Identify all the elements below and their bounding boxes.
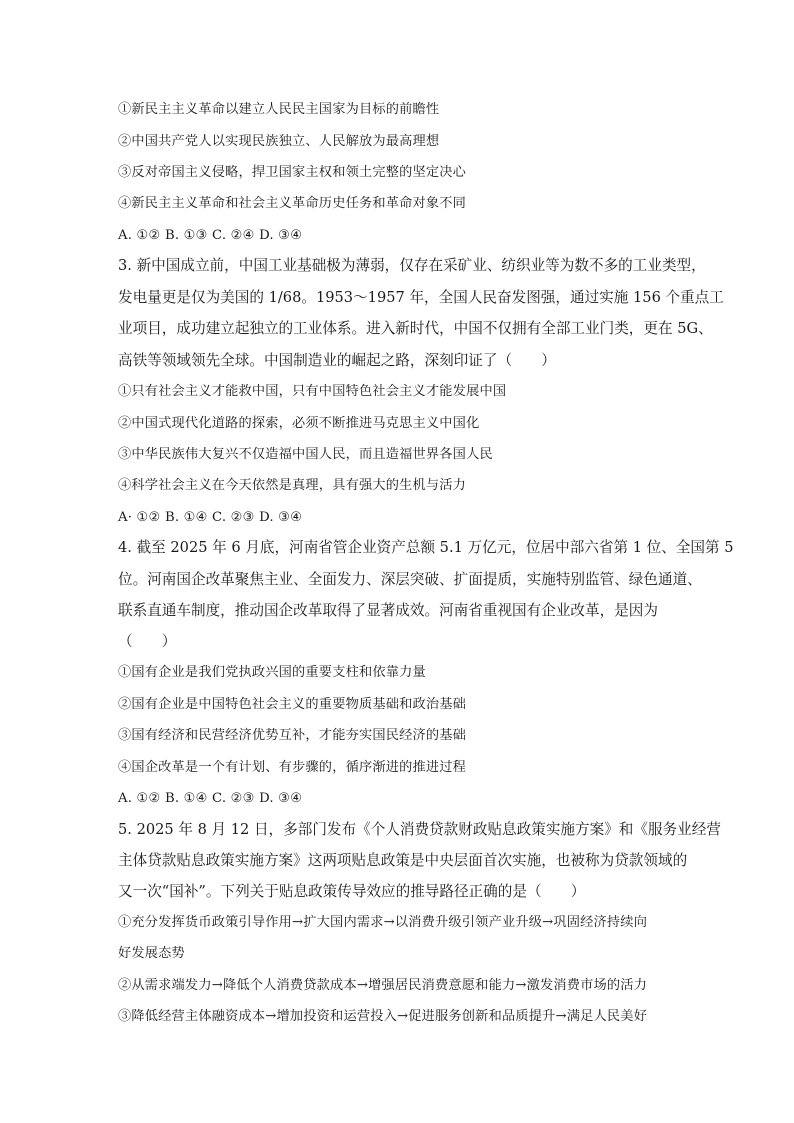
q4-answer-choices: A. ①② B. ①④ C. ②③ D. ③④ [118,791,303,806]
q5-stem-line-1: 5. 2025 年 8 月 12 日，多部门发布《个人消费贷款财政贴息政策实施方案》和《服务业经营 [118,821,721,838]
q4-stem-line-3: 联系直通车制度，推动国企改革取得了显著成效。河南省重视国有企业改革，是因为 [118,602,658,619]
q2-option-4: ④新民主主义革命和社会主义革命历史任务和革命对象不同 [118,196,467,211]
q3-stem-line-3: 业项目，成功建立起独立的工业体系。进入新时代，中国不仅拥有全部工业门类，更在 5G、 [118,320,713,337]
q2-option-1: ①新民主主义革命以建立人民民主国家为目标的前瞻性 [118,102,440,117]
q3-stem-line-2: 发电量更是仅为美国的 1/68。1953～1957 年，全国人民奋发图强，通过实施 156 个重点工 [118,289,724,306]
q3-option-2: ②中国式现代化道路的探索，必须不断推进马克思主义中国化 [118,416,480,431]
q4-option-4: ④国企改革是一个有计划、有步骤的，循序渐进的推进过程 [118,760,467,775]
q5-option-1-continued: 好发展态势 [118,946,185,961]
q3-stem-line-1: 3. 新中国成立前，中国工业基础极为薄弱，仅存在采矿业、纺织业等为数不多的工业类型， [118,257,706,274]
q4-stem-line-2: 位。河南国企改革聚焦主业、全面发力、深层突破、扩面提质，实施特别监管、绿色通道、 [118,571,702,588]
q3-stem-line-4: 高铁等领域领先全球。中国制造业的崛起之路，深刻印证了（ ） [118,352,556,369]
q2-option-3: ③反对帝国主义侵略，捍卫国家主权和领土完整的坚定决心 [118,165,467,180]
q5-option-3: ③降低经营主体融资成本→增加投资和运营投入→促进服务创新和品质提升→满足人民美好 [118,1009,648,1024]
q4-stem-line-4: （ ） [118,633,177,650]
q5-option-1: ①充分发挥货币政策引导作用→扩大国内需求→以消费升级引领产业升级→巩固经济持续向 [118,915,648,930]
q3-option-4: ④科学社会主义在今天依然是真理，具有强大的生机与活力 [118,478,467,493]
q4-option-2: ②国有企业是中国特色社会主义的重要物质基础和政治基础 [118,697,467,712]
q4-option-1: ①国有企业是我们党执政兴国的重要支柱和依靠力量 [118,665,426,680]
q3-option-1: ①只有社会主义才能救中国，只有中国特色社会主义才能发展中国 [118,384,507,399]
q2-answer-choices: A. ①② B. ①③ C. ②④ D. ③④ [118,228,303,243]
q4-stem-line-1: 4. 截至 2025 年 6 月底，河南省管企业资产总额 5.1 万亿元，位居中部六省第 1 位、全国第 5 [118,539,734,556]
q4-option-3: ③国有经济和民营经济优势互补，才能夯实国民经济的基础 [118,728,467,743]
q3-option-3: ③中华民族伟大复兴不仅造福中国人民，而且造福世界各国人民 [118,447,493,462]
q5-stem-line-3: 又一次“国补”。下列关于贴息政策传导效应的推导路径正确的是（ ） [118,883,586,900]
q3-answer-choices: A· ①② B. ①④ C. ②③ D. ③④ [118,510,303,525]
q5-option-2: ②从需求端发力→降低个人消费贷款成本→增强居民消费意愿和能力→激发消费市场的活力 [118,978,648,993]
q5-stem-line-2: 主体贷款贴息政策实施方案》这两项贴息政策是中央层面首次实施，也被称为贷款领域的 [118,852,688,869]
q2-option-2: ②中国共产党人以实现民族独立、人民解放为最高理想 [118,134,440,149]
